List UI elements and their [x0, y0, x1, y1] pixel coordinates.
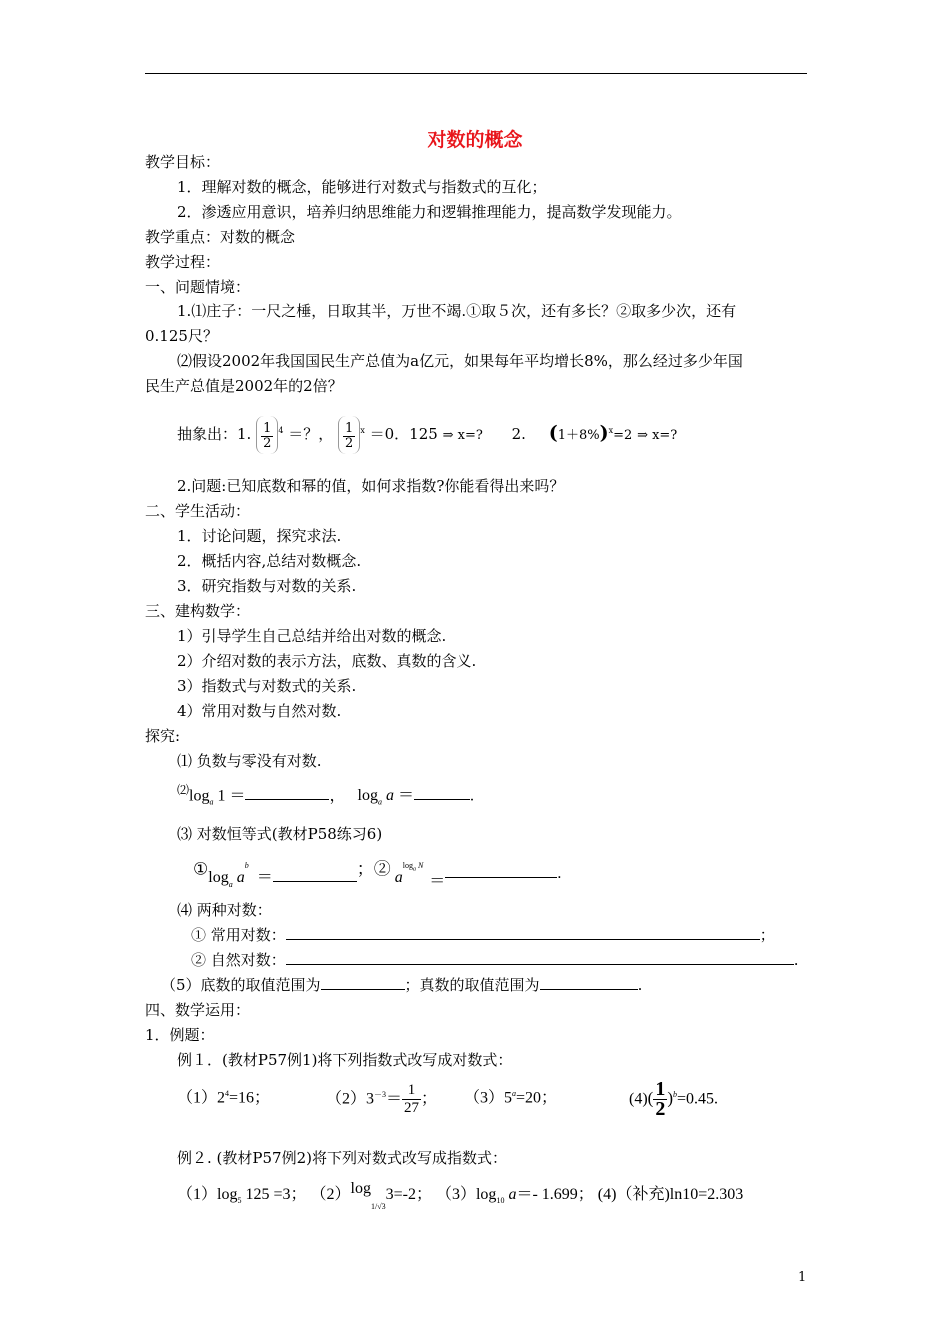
period: .	[637, 976, 643, 994]
common-log-blank[interactable]	[286, 938, 760, 940]
fraction-1-27	[402, 1082, 421, 1117]
explore-2	[177, 780, 474, 813]
comma: ，	[329, 787, 346, 805]
power-rest: =0.45.	[677, 1090, 719, 1108]
implies-1: ⇒ x=?	[442, 428, 483, 443]
log-symbol: log	[189, 787, 210, 805]
log-exponent	[402, 861, 424, 873]
question-2-line-1: ⑵假设2002年我国国民生产总值为a亿元，如果每年平均增长8%，那么经过多少年国	[177, 352, 743, 370]
semicolon: ；	[290, 1186, 307, 1203]
explore-2-number: ⑵	[177, 783, 190, 797]
semicolon: ；	[421, 1090, 438, 1108]
example-2-text: 例２. (教材P57例2)将下列对数式改写成指数式：	[177, 1149, 507, 1167]
equation-3-rest: =2	[613, 428, 633, 443]
page-number: 1	[798, 1270, 807, 1285]
activity-1: 1．讨论问题，探究求法.	[177, 527, 342, 545]
exponent-x-2: x	[608, 426, 614, 435]
power-rest: =16；	[229, 1089, 271, 1107]
log-argument: a	[385, 787, 394, 805]
construct-3: 3）指数式与对数式的关系.	[177, 677, 357, 695]
header-rule	[145, 73, 807, 74]
exponent-4: 4	[278, 426, 284, 435]
log-argument: a	[504, 1186, 517, 1203]
equals-sign: ＝	[256, 869, 273, 887]
answer-blank[interactable]	[414, 798, 470, 800]
base-range-label: （5）底数的取值范围为	[161, 976, 321, 994]
problem-statement: 2.问题:已知底数和幂的值，如何求指数?你能看得出来吗？	[177, 477, 565, 495]
semicolon: ；	[759, 926, 775, 944]
equals-sign: ＝	[429, 873, 446, 891]
log-argument: 1	[213, 787, 230, 805]
example-1-item-1	[177, 1084, 270, 1108]
power-exponent: b	[673, 1090, 677, 1099]
frac-num: 1	[655, 1078, 666, 1101]
common-log-line	[191, 925, 775, 945]
log-base: 5	[237, 1196, 242, 1206]
equation-1-rest: ＝？，	[288, 425, 334, 443]
goal-1: 1．理解对数的概念，能够进行对数式与指数式的互化；	[177, 178, 547, 196]
log-rest: 3=-2；	[385, 1186, 432, 1203]
natural-log-line	[191, 950, 799, 970]
log-base: a	[377, 797, 382, 807]
construct-1: 1）引导学生自己总结并给出对数的概念.	[177, 627, 447, 645]
answer-blank[interactable]	[273, 880, 357, 882]
example-1-item-4: (4)( $\frac{1}{2}$ )$^b$=0.45.	[629, 1078, 719, 1121]
frac-den: 27	[404, 1100, 420, 1117]
abstraction-label-2: 2.	[511, 425, 526, 443]
log-symbol: log	[217, 1186, 238, 1203]
equation-2-rest: ＝0．125	[369, 425, 438, 443]
power-base: 5	[504, 1089, 513, 1107]
answer-blank[interactable]	[445, 876, 557, 878]
frac-den: 2	[263, 435, 272, 451]
explore-3: ⑶ 对数恒等式(教材P58练习6)	[177, 825, 383, 843]
power-base: 2	[217, 1089, 226, 1107]
frac-num: 1	[402, 1082, 421, 1100]
examples-label: 1．例题：	[145, 1026, 215, 1044]
semicolon: ；	[577, 1186, 594, 1203]
question-1-line-2: 0.125尺？	[145, 327, 218, 345]
exp-log-arg: N	[417, 861, 424, 870]
construct-2: 2）介绍对数的表示方法，底数、真数的含义.	[177, 652, 477, 670]
item-label: （2）	[310, 1186, 351, 1203]
item-label: （1）	[177, 1089, 218, 1107]
fraction-half	[653, 1080, 667, 1119]
item-label: (4)	[629, 1090, 648, 1108]
power-rest: =20；	[516, 1089, 558, 1107]
log-rest: ＝- 1.699	[516, 1186, 578, 1203]
exponent-x: x	[360, 426, 365, 435]
item-4: (4)（补充)ln10=2.303	[597, 1186, 744, 1203]
log-base: 1/√3	[370, 1202, 386, 1212]
item-label: （2）	[326, 1090, 367, 1108]
period: .	[557, 865, 562, 883]
key-point: 教学重点：对数的概念	[145, 228, 296, 246]
base-a: a	[394, 869, 403, 887]
explore-5	[161, 975, 642, 995]
question-1-line-1: 1.⑴庄子：一尺之棰，日取其半，万世不竭.①取５次，还有多长？②取多少次，还有	[177, 302, 737, 320]
argument-range-label: ；真数的取值范围为	[404, 976, 540, 994]
frac-num: 1	[263, 420, 272, 436]
power-exponent: 4	[225, 1089, 230, 1098]
section-4-heading: 四、数学运用：	[145, 1001, 251, 1019]
base-range-blank[interactable]	[321, 988, 405, 990]
period: .	[793, 951, 799, 969]
construct-4: 4）常用对数与自然对数.	[177, 702, 342, 720]
log-rest: 125 =3	[241, 1186, 291, 1203]
section-2-heading: 二、学生活动：	[145, 502, 251, 520]
example-1-item-3	[464, 1084, 557, 1108]
natural-log-blank[interactable]	[286, 963, 794, 965]
equals-sign: ＝	[386, 1090, 403, 1108]
frac-den: 2	[345, 435, 354, 451]
log-base: a	[209, 797, 214, 807]
example-1-item-2	[326, 1076, 437, 1118]
section-1-heading: 一、问题情境：	[145, 278, 251, 296]
page-title: 对数的概念	[427, 129, 523, 151]
exp-log-base: a	[412, 866, 416, 873]
separator-circle-2: ；②	[356, 859, 391, 879]
power-base: 3	[366, 1090, 375, 1108]
circle-1: ①	[193, 859, 209, 879]
growth-expression: $(1+8\%)^x$	[548, 422, 614, 444]
growth-base: 1＋8%	[557, 428, 600, 443]
equals-sign: ＝	[397, 787, 414, 805]
period: .	[469, 787, 474, 805]
explore-1: ⑴ 负数与零没有对数.	[177, 752, 322, 770]
identity-line	[193, 856, 562, 891]
frac-den: 2	[655, 1098, 666, 1121]
argument-range-blank[interactable]	[540, 988, 638, 990]
goal-2: 2．渗透应用意识，培养归纳思维能力和逻辑推理能力，提高数学发现能力。	[177, 203, 682, 221]
goals-heading: 教学目标：	[145, 153, 221, 171]
half-fraction-1	[256, 416, 278, 454]
log-symbol: log	[208, 869, 229, 887]
log-base: 10	[496, 1196, 505, 1206]
equals-sign: ＝	[229, 787, 246, 805]
item-label: （3）	[435, 1186, 476, 1203]
log-symbol: log	[475, 1186, 497, 1203]
log-symbol: log	[357, 787, 378, 805]
activity-3: 3．研究指数与对数的关系.	[177, 577, 357, 595]
power-exponent: a	[512, 1089, 517, 1098]
example-1-text: 例１．(教材P57例1)将下列指数式改写成对数式：	[177, 1051, 513, 1069]
question-2-line-2: 民生产总值是2002年的2倍？	[145, 377, 343, 395]
abstraction-label: 抽象出：1.	[177, 425, 252, 443]
explore-4: ⑷ 两种对数：	[177, 901, 272, 919]
implies-2: ⇒ x=?	[637, 428, 678, 443]
common-log-label: ① 常用对数：	[191, 926, 286, 944]
half-fraction-2	[338, 416, 360, 454]
item-label: （3）	[464, 1089, 505, 1107]
exponent-b: b	[244, 861, 249, 870]
power-exponent: －3	[374, 1090, 387, 1099]
log-argument: a	[236, 869, 245, 887]
example-2-items	[177, 1180, 743, 1216]
answer-blank[interactable]	[245, 798, 329, 800]
frac-num: 1	[345, 420, 354, 436]
explore-heading: 探究:	[145, 727, 181, 745]
exp-log: log	[402, 861, 413, 870]
natural-log-label: ② 自然对数：	[191, 951, 286, 969]
log-symbol: log	[350, 1180, 371, 1197]
section-3-heading: 三、建构数学：	[145, 602, 251, 620]
item-label: （1）	[177, 1186, 218, 1203]
log-base: a	[228, 879, 233, 889]
activity-2: 2．概括内容,总结对数概念.	[177, 552, 362, 570]
process-heading: 教学过程：	[145, 253, 221, 271]
abstraction-line	[177, 414, 677, 454]
